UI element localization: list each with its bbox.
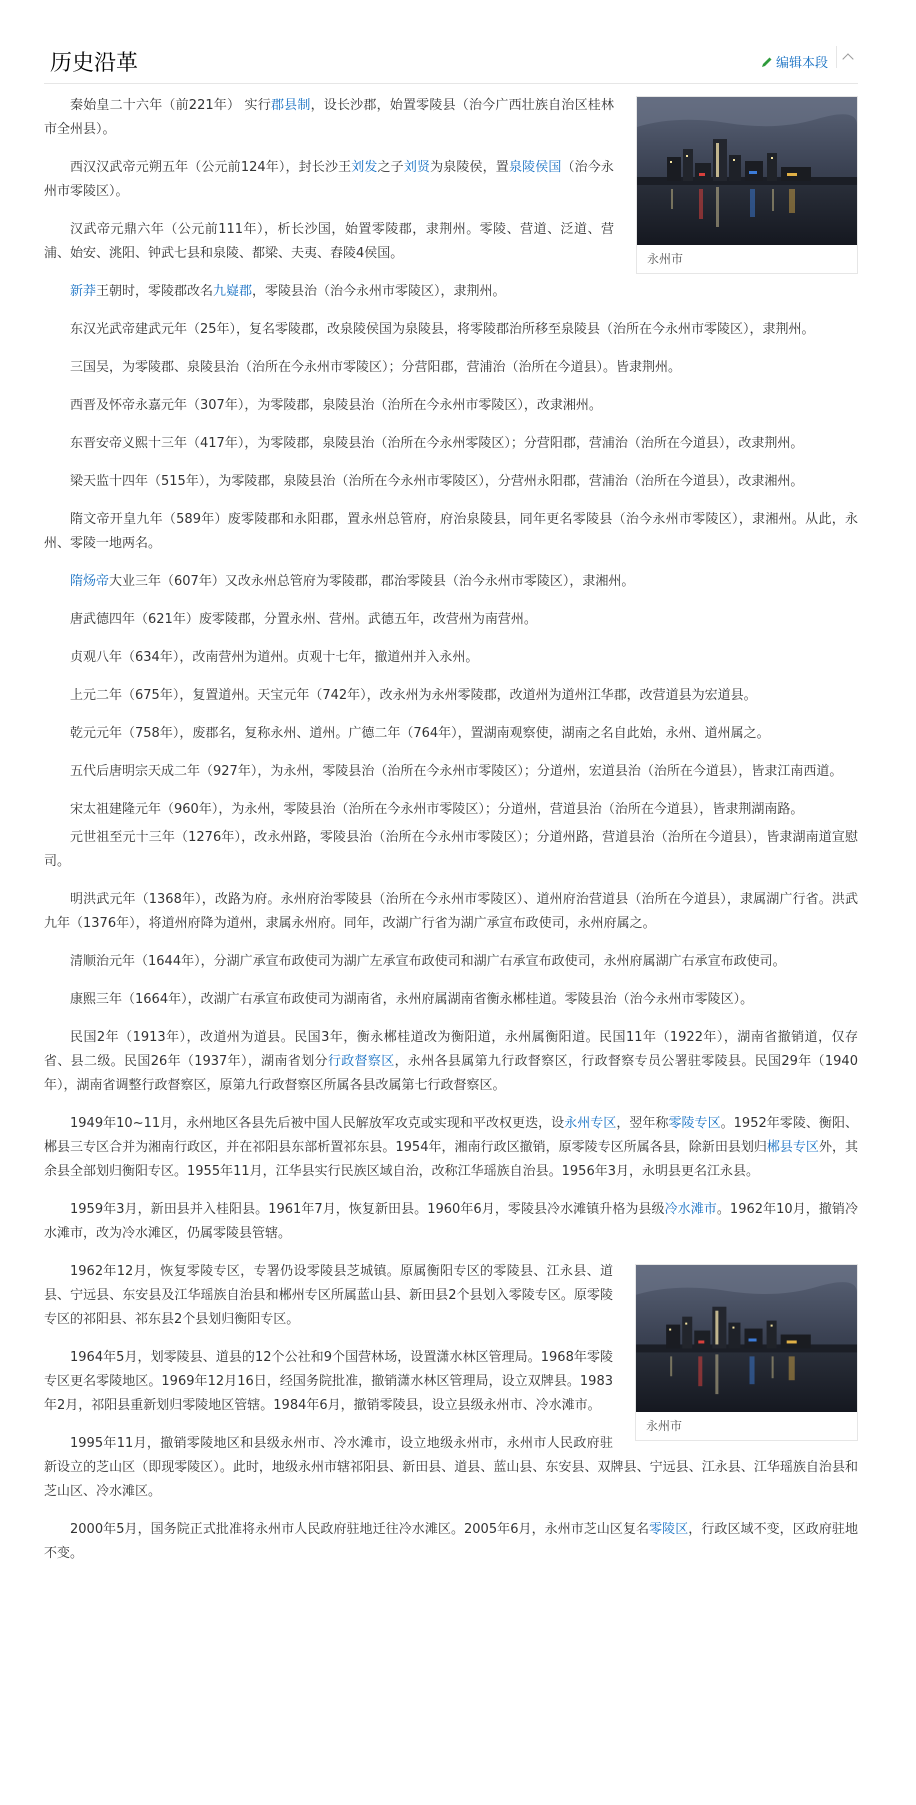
paragraph-text: 。1962年10月，撤销冷水滩市，改为冷水滩区，仍属零陵县管辖。 — [44, 1202, 858, 1241]
paragraph — [44, 646, 858, 670]
paragraph-text: 外，其余县全部划归衡阳专区。1955年11月，江华县实行民族区域自治，改称江华瑶族自治县。1956年3月，永明县更名江永县。 — [44, 1140, 858, 1179]
paragraph-text: 2000年5月，国务院正式批准将永州市人民政府驻地迁往冷水滩区。2005年6月，永州市芝山区复名 — [70, 1522, 650, 1537]
paragraph — [44, 470, 858, 494]
paragraph-text: 西汉汉武帝元朔五年（公元前124年），封长沙王 — [70, 160, 352, 175]
paragraph-text: 梁天监十四年（515年），为零陵郡，泉陵县治（治所在今永州市零陵区），分营州永阳郡，营浦治（治所在今道县），改隶湘州。 — [70, 474, 804, 489]
paragraph-text: 大业三年（607年）又改永州总管府为零陵郡，郡治零陵县（治今永州市零陵区），隶湘州。 — [109, 574, 635, 589]
paragraph-text: 五代后唐明宗天成二年（927年），为永州，零陵县治（治所在今永州市零陵区）；分道州，宏道县治（治所在今道县），皆隶江南西道。 — [70, 764, 843, 779]
paragraph — [44, 508, 858, 556]
paragraph-text: ，永州各县属第九行政督察区，行政督察专员公署驻零陵县。民国29年（1940年），湖南省调整行政督察区，原第九行政督察区所属各县改属第七行政督察区。 — [44, 1054, 858, 1093]
paragraph — [44, 760, 858, 784]
figure-caption: 永州市 — [637, 245, 857, 273]
paragraph-text: 上元二年（675年），复置道州。天宝元年（742年），改永州为永州零陵郡，改道州为道州江华郡，改营道县为宏道县。 — [70, 688, 757, 703]
edit-section-button[interactable] — [761, 52, 828, 71]
inline-link[interactable]: 泉陵侯国 — [508, 160, 562, 175]
paragraph-text: 。1952年零陵、衡阳、郴县三专区合并为湘南行政区，并在祁阳县东部析置祁东县。1954年，湘南行政区撤销，原零陵专区所属各县，除新田县划归 — [44, 1116, 858, 1155]
inline-link[interactable]: 九嶷郡 — [213, 284, 253, 299]
paragraph-text: 唐武德四年（621年）废零陵郡，分置永州、营州。武德五年，改营州为南营州。 — [70, 612, 537, 627]
section-body — [44, 94, 858, 1566]
paragraph-text: 汉武帝元鼎六年（公元前111年），析长沙国，始置零陵郡，隶荆州。零陵、营道、泛道、营浦、始安、洮阳、钟武七县和泉陵、都梁、夫夷、舂陵4侯国。 — [44, 222, 614, 261]
history-section — [44, 40, 858, 1580]
paragraph-text: 乾元元年（758年），废郡名，复称永州、道州。广德二年（764年），置湖南观察使，湖南之名自此始，永州、道州属之。 — [70, 726, 770, 741]
paragraph-text: 明洪武元年（1368年），改路为府。永州府治零陵县（治所在今永州市零陵区）、道州府治营道县（治所在今道县），隶属湖广行省。洪武九年（1376年），将道州府降为道州，隶属永州府。同年，改湖广行省为湖广承宣布政使司，永州府属之。 — [44, 892, 858, 931]
inline-link[interactable]: 永州专区 — [564, 1116, 617, 1131]
paragraph — [44, 1518, 858, 1566]
paragraph — [44, 1026, 858, 1098]
city-night-photo — [636, 1265, 857, 1412]
pencil-icon — [761, 56, 773, 68]
paragraph-text: 1962年12月，恢复零陵专区，专署仍设零陵县芝城镇。原属衡阳专区的零陵县、江永县、道县、宁远县、东安县及江华瑶族自治县和郴州专区所属蓝山县、新田县2个县划入零陵专区。原零陵专区的祁阳县、祁东县2个县划归衡阳专区。 — [44, 1264, 613, 1327]
inline-link[interactable]: 冷水滩市 — [664, 1202, 717, 1217]
paragraph-text: 为泉陵侯，置 — [430, 160, 509, 175]
paragraph-text: 西晋及怀帝永嘉元年（307年），为零陵郡，泉陵县治（治所在今永州市零陵区），改隶湘州。 — [70, 398, 602, 413]
paragraph-text: 1964年5月，划零陵县、道县的12个公社和9个国营林场，设置潇水林区管理局。1968年零陵专区更名零陵地区。1969年12月16日，经国务院批准，撤销潇水林区管理局，设立双牌县。1983年2月，祁阳县重新划归零陵地区管辖。1984年6月，撤销零陵县，设立县级永州市、冷水滩市。 — [44, 1350, 613, 1413]
paragraph-text: 1995年11月，撤销零陵地区和县级永州市、冷水滩市，设立地级永州市，永州市人民政府驻新设立的芝山区（即现零陵区）。此时，地级永州市辖祁阳县、新田县、道县、蓝山县、东安县、双牌县、宁远县、江永县、江华瑶族自治县和芝山区、冷水滩区。 — [44, 1436, 858, 1499]
paragraph-text: 东晋安帝义熙十三年（417年），为零陵郡，泉陵县治（治所在今永州零陵区）；分营阳郡，营浦治（治所在今道县），改隶荆州。 — [70, 436, 804, 451]
paragraph — [44, 888, 858, 936]
paragraph-text: 王朝时，零陵郡改名 — [96, 284, 214, 299]
section-header — [44, 40, 858, 84]
inline-link[interactable]: 零陵区 — [649, 1522, 689, 1537]
paragraph — [44, 432, 858, 456]
paragraph — [44, 722, 858, 746]
paragraph — [44, 1112, 858, 1184]
paragraph-text: 1959年3月，新田县并入桂阳县。1961年7月，恢复新田县。1960年6月，零陵县冷水滩镇升格为县级 — [70, 1202, 665, 1217]
edit-section-label: 编辑本段 — [775, 56, 828, 71]
chevron-up-icon — [842, 53, 853, 64]
paragraph-text: 隋文帝开皇九年（589年）废零陵郡和永阳郡，置永州总管府，府治泉陵县，同年更名零陵县（治今永州市零陵区），隶湘州。从此，永州、零陵一地两名。 — [44, 512, 858, 551]
city-night-photo — [637, 97, 857, 245]
inline-link[interactable]: 郴县专区 — [766, 1140, 819, 1155]
inline-link[interactable]: 刘贤 — [403, 160, 431, 175]
paragraph-text: 贞观八年（634年），改南营州为道州。贞观十七年，撤道州并入永州。 — [70, 650, 479, 665]
paragraph-text: ，行政区域不变，区政府驻地不变。 — [44, 1522, 858, 1561]
paragraph — [44, 950, 858, 974]
figure-1[interactable] — [636, 96, 858, 274]
paragraph-text: ，设长沙郡，始置零陵县（治今广西壮族自治区桂林市全州县）。 — [44, 98, 614, 137]
collapse-section-button[interactable] — [836, 46, 858, 68]
paragraph — [44, 988, 858, 1012]
paragraph — [44, 608, 858, 632]
paragraph-text: 秦始皇二十六年（前221年） 实行 — [70, 98, 271, 113]
paragraph-text: 康熙三年（1664年），改湖广右承宣布政使司为湖南省，永州府属湖南省衡永郴桂道。零陵县治（治今永州市零陵区）。 — [70, 992, 754, 1007]
paragraph-text: 三国吴，为零陵郡、泉陵县治（治所在今永州市零陵区）；分营阳郡，营浦治（治所在今道县）。皆隶荆州。 — [70, 360, 682, 375]
paragraph-text: 清顺治元年（1644年），分湖广承宣布政使司为湖广左承宣布政使司和湖广右承宣布政使司，永州府属湖广右承宣布政使司。 — [70, 954, 786, 969]
inline-link[interactable]: 行政督察区 — [327, 1054, 395, 1069]
paragraph — [44, 570, 858, 594]
paragraph — [44, 356, 858, 380]
figure-caption: 永州市 — [636, 1412, 857, 1440]
paragraph — [44, 318, 858, 342]
figure-2[interactable] — [635, 1264, 858, 1441]
paragraph — [44, 1432, 858, 1504]
paragraph — [44, 1198, 858, 1246]
paragraph — [44, 280, 858, 304]
paragraph — [44, 798, 858, 822]
figure-image[interactable] — [636, 1265, 857, 1412]
paragraph — [44, 684, 858, 708]
section-title: 历史沿革 — [50, 51, 139, 76]
paragraph-text: 东汉光武帝建武元年（25年），复名零陵郡，改泉陵侯国为泉陵县，将零陵郡治所移至泉陵县（治所在今永州市零陵区），隶荆州。 — [70, 322, 815, 337]
paragraph-text: ，零陵县治（治今永州市零陵区），隶荆州。 — [252, 284, 506, 299]
figure-image[interactable] — [637, 97, 857, 245]
inline-link[interactable]: 刘发 — [351, 160, 378, 175]
paragraph-text: （治今永州市零陵区）。 — [44, 160, 614, 199]
paragraph-text: 民国2年（1913年），改道州为道县。民国3年，衡永郴桂道改为衡阳道，永州属衡阳道。民国11年（1922年），湖南省撤销道，仅存省、县二级。民国26年（1937年），湖南省划分 — [44, 1030, 858, 1069]
inline-link[interactable]: 零陵专区 — [668, 1116, 721, 1131]
inline-link[interactable]: 隋炀帝 — [70, 574, 110, 589]
paragraph — [44, 826, 858, 874]
paragraph — [44, 394, 858, 418]
paragraph-text: 元世祖至元十三年（1276年），改永州路，零陵县治（治所在今永州市零陵区）；分道州路，营道县治（治所在今道县），皆隶湖南道宣慰司。 — [44, 830, 858, 869]
inline-link[interactable]: 新莽 — [70, 284, 97, 299]
paragraph-text: ，翌年称 — [616, 1116, 669, 1131]
paragraph-text: 1949年10~11月，永州地区各县先后被中国人民解放军攻克或实现和平改权更迭，设 — [70, 1116, 565, 1131]
paragraph-text: 之子 — [377, 160, 404, 175]
paragraph-text: 宋太祖建隆元年（960年），为永州，零陵县治（治所在今永州市零陵区）；分道州，营道县治（治所在今道县），皆隶荆湖南路。 — [70, 802, 804, 817]
inline-link[interactable]: 郡县制 — [270, 98, 311, 113]
